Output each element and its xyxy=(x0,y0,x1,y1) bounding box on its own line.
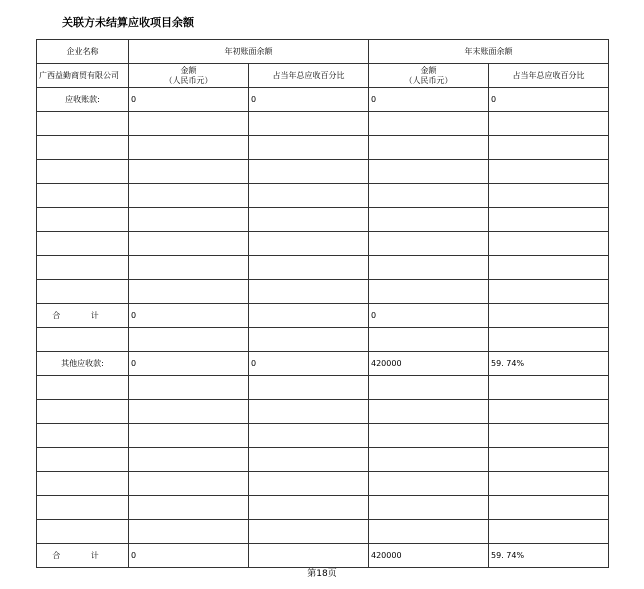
table-row xyxy=(37,88,609,112)
end-pct: 59. 74% xyxy=(489,544,609,568)
table-row xyxy=(37,424,609,448)
receivables-table xyxy=(36,39,609,568)
end-amount: 420000 xyxy=(369,544,489,568)
end-pct xyxy=(489,304,609,328)
table-row xyxy=(37,232,609,256)
table-row xyxy=(37,112,609,136)
begin-pct-header: 占当年总应收百分比 xyxy=(249,64,369,88)
table-row xyxy=(37,352,609,376)
begin-amount: 0 xyxy=(129,304,249,328)
total-label: 合 计 xyxy=(37,304,129,328)
begin-amount-header xyxy=(129,64,249,88)
amount-unit: （人民币元） xyxy=(164,75,213,85)
table-row xyxy=(37,136,609,160)
end-amount: 0 xyxy=(369,88,489,112)
table-row xyxy=(37,400,609,424)
table-row xyxy=(37,376,609,400)
table-row xyxy=(37,544,609,568)
row-label: 其他应收款: xyxy=(37,352,129,376)
table-row xyxy=(37,184,609,208)
total-label: 合 计 xyxy=(37,544,129,568)
begin-amount: 0 xyxy=(129,88,249,112)
begin-pct xyxy=(249,304,369,328)
row-label: 应收账款: xyxy=(37,88,129,112)
begin-balance-header: 年初账面余额 xyxy=(129,40,369,64)
header-row-1 xyxy=(37,40,609,64)
page-number: 第18页 xyxy=(307,569,337,579)
table-row xyxy=(37,520,609,544)
table-row xyxy=(37,328,609,352)
end-amount: 0 xyxy=(369,304,489,328)
end-balance-header: 年末账面余额 xyxy=(369,40,609,64)
table-row xyxy=(37,280,609,304)
begin-amount: 0 xyxy=(129,352,249,376)
begin-pct: 0 xyxy=(249,88,369,112)
amount-unit: （人民币元） xyxy=(404,75,453,85)
end-amount-header xyxy=(369,64,489,88)
end-pct: 59. 74% xyxy=(489,352,609,376)
begin-pct: 0 xyxy=(249,352,369,376)
begin-amount: 0 xyxy=(129,544,249,568)
table-row xyxy=(37,472,609,496)
table-row xyxy=(37,304,609,328)
amount-label: 金额 xyxy=(180,65,197,75)
company-col-header: 企业名称 xyxy=(37,40,129,64)
end-amount: 420000 xyxy=(369,352,489,376)
table-row xyxy=(37,256,609,280)
table-row xyxy=(37,448,609,472)
company-name: 广西益勤商贸有限公司 xyxy=(37,64,129,88)
header-row-2 xyxy=(37,64,609,88)
amount-label: 金额 xyxy=(420,65,437,75)
page-title: 关联方未结算应收项目余额 xyxy=(62,16,194,29)
end-pct-header: 占当年总应收百分比 xyxy=(489,64,609,88)
table-row xyxy=(37,160,609,184)
begin-pct xyxy=(249,544,369,568)
table-row xyxy=(37,208,609,232)
end-pct: 0 xyxy=(489,88,609,112)
table-row xyxy=(37,496,609,520)
